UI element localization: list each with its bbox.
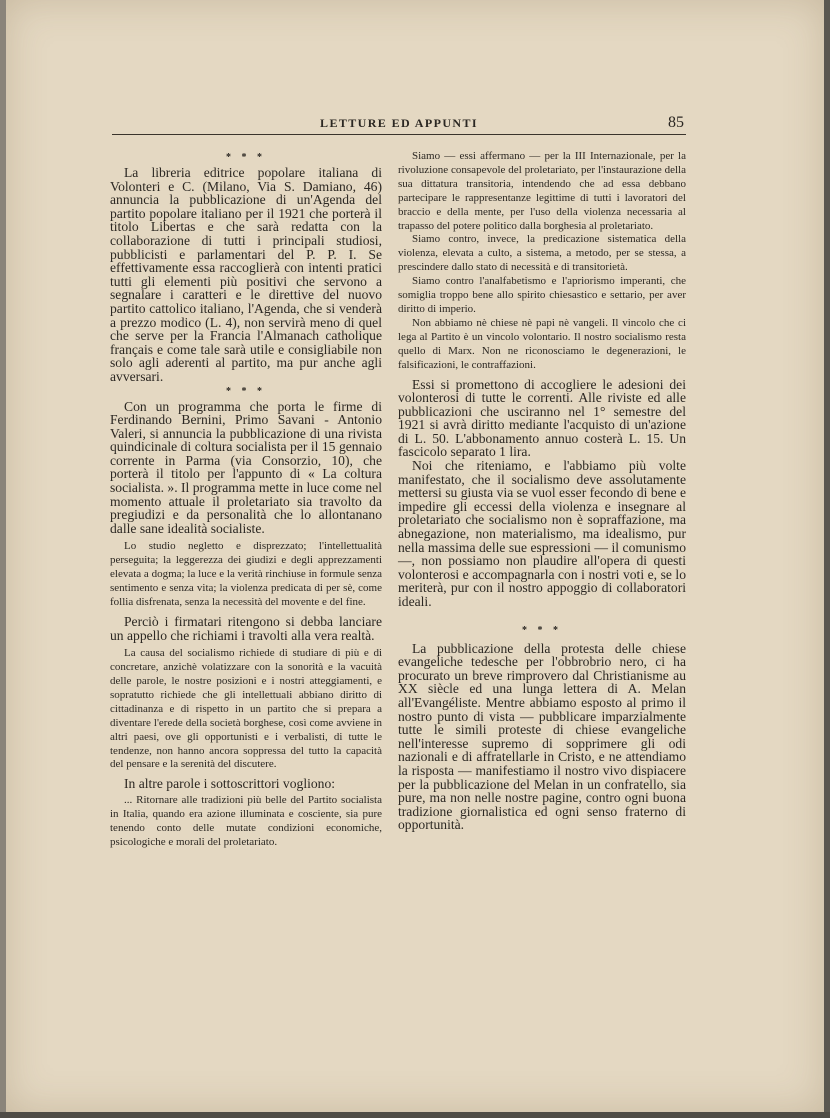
paragraph-evangelical-protest: La pubblicazione della protesta delle chiese evangeliche tedesche per l'obbrobrio nero, ci ha procurato un breve rimprovero dal Christianisme au XX siècle ed una lunga lettera di A. Melan all'Evangéliste. Mentre abbiamo esposto al primo il nostro punto di vista — pubblicare imparzialmente tutte le simili proteste di chiese evangeliche nell'interesse supremo di sopprimere gli odi nazionali e di affratellarle in Cristo, e ne attendiamo la risposta — manifestiamo il nostro vivo dispiacere per la pubblicazione del Melan in un confratello, sia pure, ma non nelle nostre pagine, contro ogni buona tradizione giornalistica ed ogni senso fraterno di opportunità. bbox=[398, 640, 686, 833]
page-number: 85 bbox=[668, 114, 684, 131]
quotation-block: Siamo — essi affermano — per la III Internazionale, per la rivoluzione consapevole del proletariato, per l'instaurazione della sua dittatura transitoria, intendendo che ad essa debbano partecipare le rappresentanze legittime di tutti i lavoratori del braccio e della mente, per l'uso della violenza necessaria al trapasso del potere politico dalla borghesia al proletariato. bbox=[398, 150, 686, 232]
scan-bottom-edge bbox=[0, 1112, 830, 1118]
quotation-block: Non abbiamo nè chiese nè papi nè vangeli. Il vincolo che ci lega al Partito è un vincolo volontario. Il nostro socialismo resta quello di Marx. Non ne riconosciamo le degenerazioni, le falsificazioni, le contraffazioni. bbox=[398, 316, 686, 371]
paragraph-subscribers-intent: In altre parole i sottoscrittori vogliono: bbox=[124, 776, 336, 792]
section-separator: * * * bbox=[522, 624, 562, 636]
paragraph-subscriptions: Essi si promettono di accogliere le adesioni dei volonterosi di tutte le correnti. Alle riviste ed alle pubblicazioni che usciranno nel 1° semestre del 1921 si avrà diritto mediante l'acquisto di un'azione di L. 50. L'abbonamento annuo costerà L. 15. Un fascicolo separato 1 lira. bbox=[398, 376, 686, 460]
left-column bbox=[110, 150, 382, 850]
quotation-block: La causa del socialismo richiede di studiare di più e di concretare, anzichè volatizzare con la sonorità e la vacuità delle parole, le nostre posizioni e i nostri atteggiamenti, e sopratutto richiede che gli intellettuali abbiano diritto di cittadinanza e di rispetto in un partito che si prepara a diventare l'erede della società borghese, così come avviene in altri paesi, ove gli opportunisti e i verbalisti, di tutte le tendenze, non hanno ancora soppressa del tutto la capacità del pensare e la serenità del discutere. bbox=[110, 647, 382, 771]
page-header bbox=[112, 112, 686, 135]
quotation-block: ... Ritornare alle tradizioni più belle del Partito socialista in Italia, quando era azione illuminata e cosciente, sia pure tenendo conto delle mutate condizioni economiche, psicologiche e morali del proletariato. bbox=[110, 793, 382, 848]
paragraph-appeal: Perciò i firmatari ritengono si debba lanciare un appello che richiami i travolti alla vera realtà. bbox=[110, 613, 382, 643]
paragraph-agenda-announcement: La libreria editrice popolare italiana di Volonteri e C. (Milano, Via S. Damiano, 46) annuncia la pubblicazione di un'Agenda del partito popolare italiano per il 1921 che porterà il titolo Libertas e che sarà redatta con la collaborazione di tutti i principali studiosi, pubblicisti e parlamentari del P. P. I. Se effettivamente essa raccoglierà con intenti pratici tutti gli elementi più positivi che servono a segnalare i caratteri e le direttive del nuovo partito cattolico italiano, l'Agenda, che si venderà a prezzo modico (L. 4), non servirà meno di quel che serve per la Francia l'Almanach catholique français e come tale sarà utile e consigliabile non solo agli aderenti al partito, ma pur anche agli avversari. bbox=[110, 165, 382, 384]
right-column bbox=[398, 150, 686, 832]
quotation-block: Siamo contro, invece, la predicazione sistematica della violenza, elevata a culto, a sistema, a metodo, per se stessa, a prescindere dallo stato di necessità e di transitorietà. bbox=[398, 233, 686, 274]
quotation-block: Lo studio negletto e disprezzato; l'intellettualità perseguita; la leggerezza dei giudizi e degli apprezzamenti elevata a dogma; la luce e la verità rinchiuse in formule senza sentimento e senza vita; la violenza predicata di per sè, come follia disfrenata, senza la necessità del movente e del fine. bbox=[110, 540, 382, 609]
section-separator: * * * bbox=[226, 152, 266, 163]
running-title: LETTURE ED APPUNTI bbox=[320, 116, 478, 130]
paragraph-editorial-opinion: Noi che riteniamo, e l'abbiamo più volte manifestato, che il socialismo deve assolutamente mettersi su giusta via se vuol esser fecondo di bene e impedire gli eccessi della violenza e insegnare al proletariato che socialismo non è sopraffazione, ma abnegazione, non materialismo, ma idealismo, pur nella massima delle sue espressioni — il comunismo —, non possiamo non plaudire all'opera di questi volonterosi e accompagnarla con i nostri voti e, se lo meriterà, pur con il nostro appoggio di collaboratori ideali. bbox=[398, 458, 686, 609]
paragraph-coltura-socialista: Con un programma che porta le firme di Ferdinando Bernini, Primo Savani - Antonio Valeri, si annuncia la pubblicazione di una rivista quindicinale di coltura socialista per il 15 gennaio corrente in Parma (via Consorzio, 10), che porterà il titolo per l'appunto di « La coltura socialista. ». Il programma mette in luce come nel momento attuale il proletariato sia travolto da pregiudizi e da personalità che lo allontanano dalle sane idealità socialiste. bbox=[110, 398, 382, 536]
scan-right-edge bbox=[824, 0, 830, 1118]
section-separator: * * * bbox=[226, 385, 266, 397]
quotation-block: Siamo contro l'analfabetismo e l'apriorismo imperanti, che somiglia troppo bene allo spirito chiesastico e settario, per aver diritto di imperio. bbox=[398, 275, 686, 315]
